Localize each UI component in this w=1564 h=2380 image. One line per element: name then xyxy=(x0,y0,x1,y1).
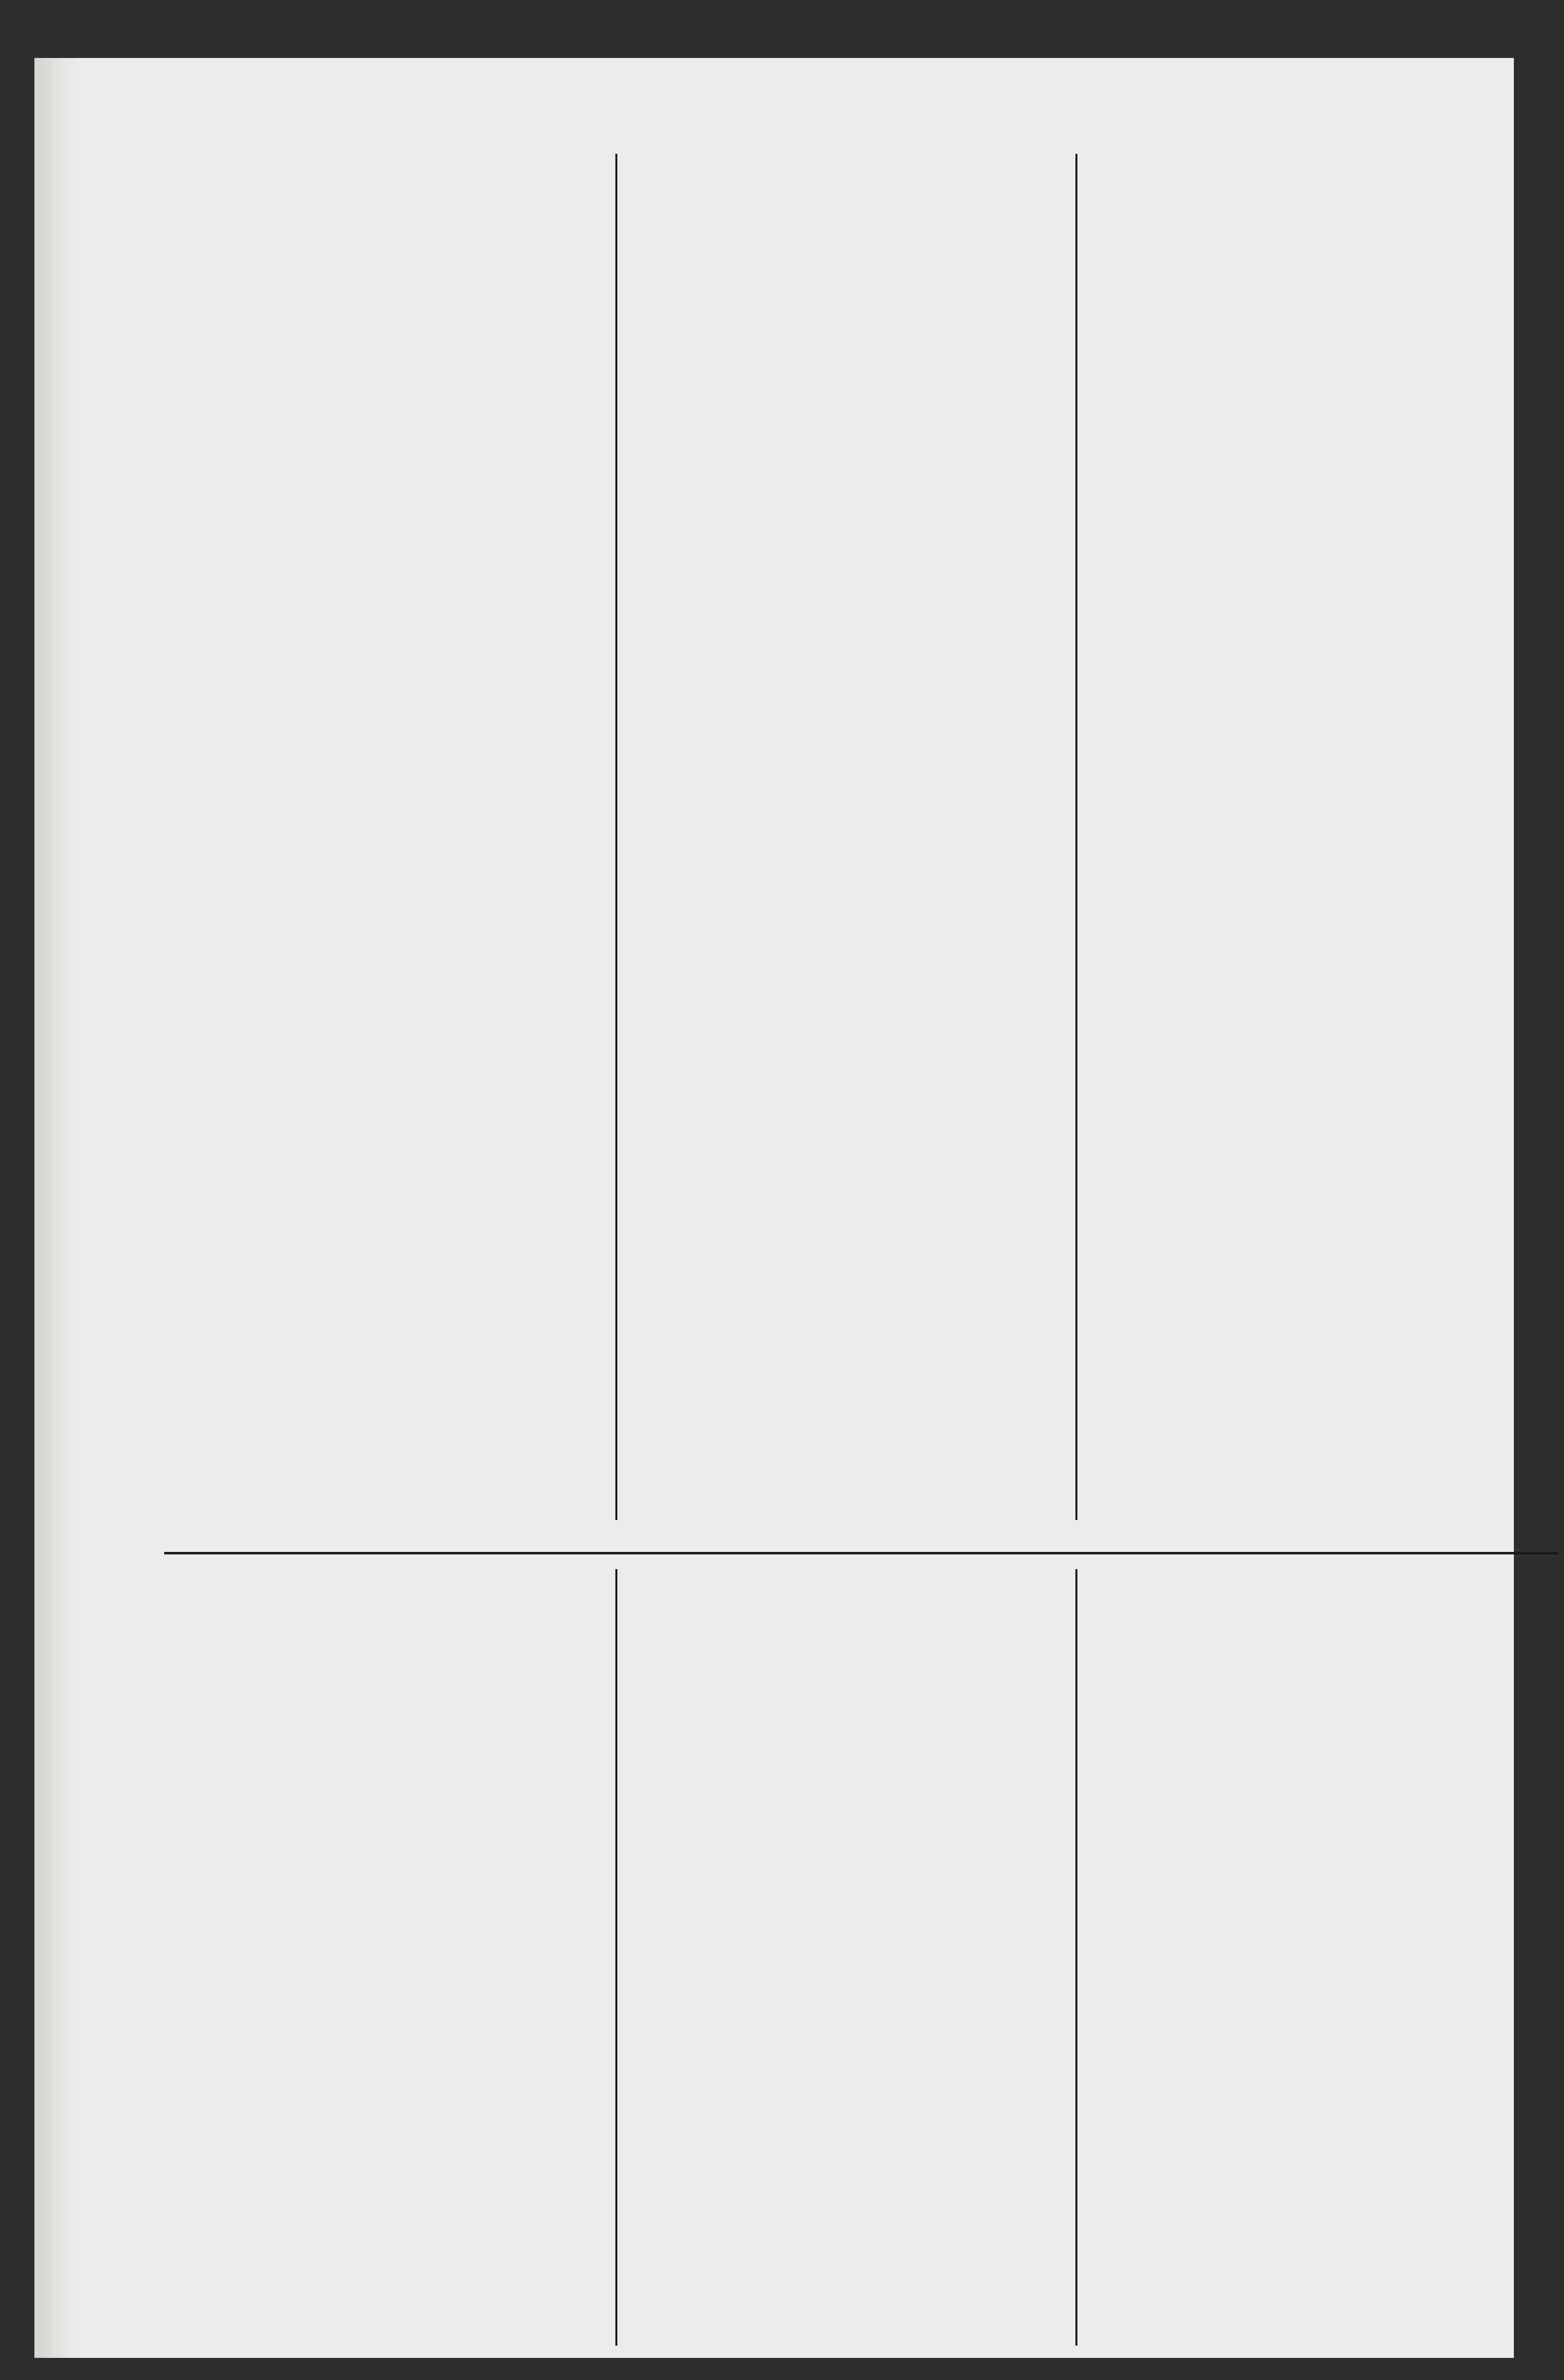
upper-column-rule-1 xyxy=(615,154,617,1520)
lower-column-rule-1 xyxy=(615,1569,617,2346)
upper-column-rule-2 xyxy=(1075,154,1077,1520)
newspaper-page xyxy=(34,58,1514,2358)
section-divider xyxy=(164,1552,1558,1554)
lower-column-rule-2 xyxy=(1075,1569,1077,2346)
page-edge xyxy=(34,58,79,2358)
